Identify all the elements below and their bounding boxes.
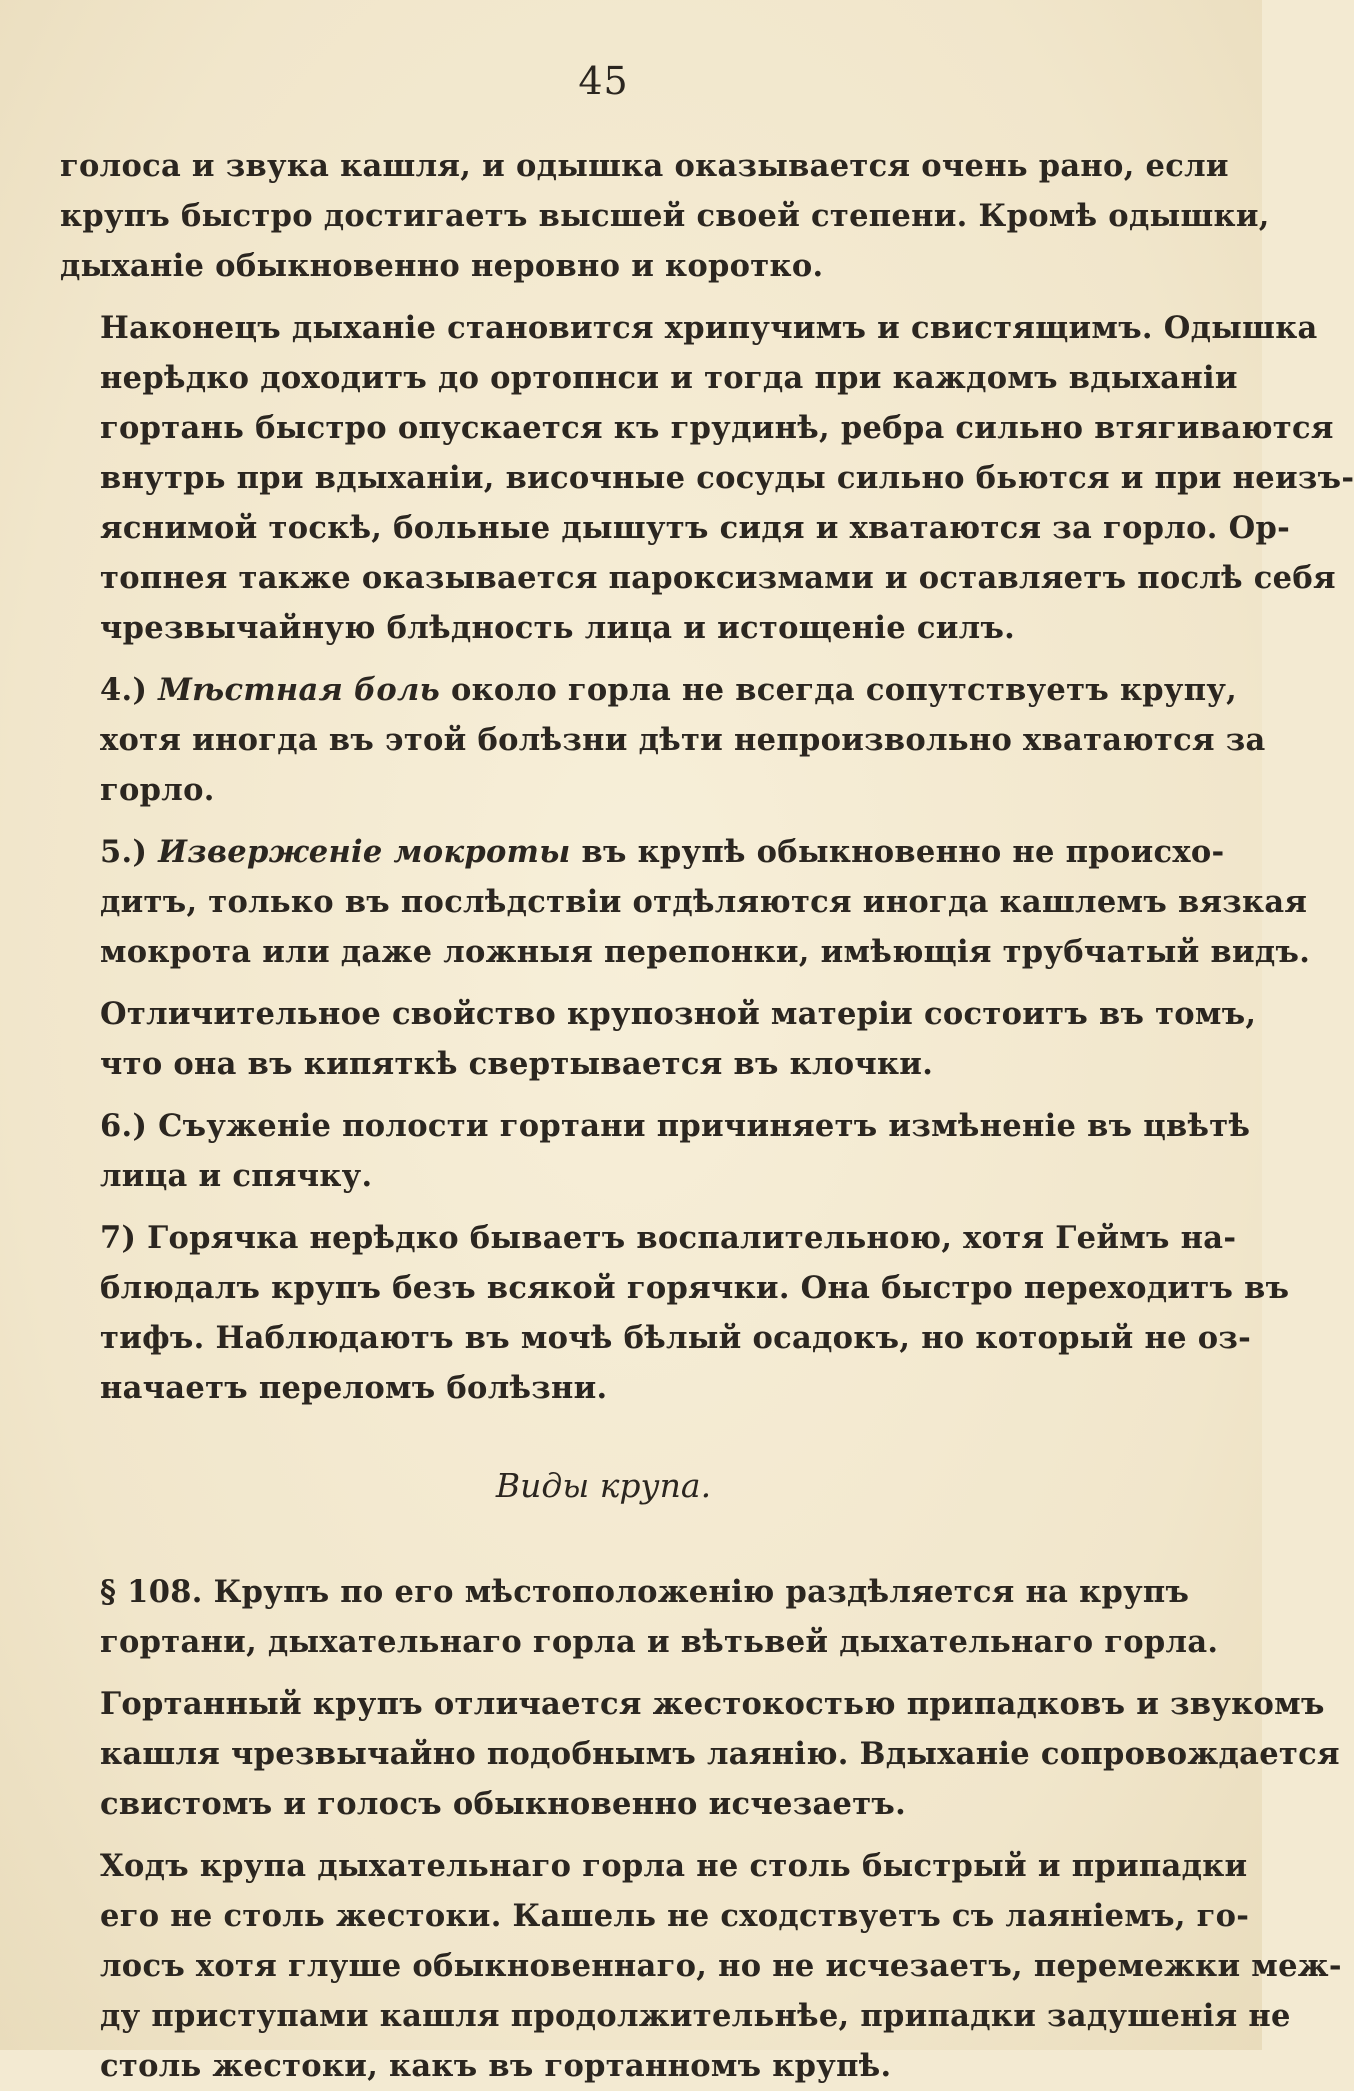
paragraph <box>60 665 1266 815</box>
paragraph <box>60 989 1257 1089</box>
text-line: чрезвычайную блѣдность лица и истощеніе силъ. <box>100 610 1016 646</box>
paragraph <box>60 1101 1251 1201</box>
text-line: гортань быстро опускается къ грудинѣ, ребра сильно втягиваются <box>100 410 1334 446</box>
text-line: Наконецъ дыханіе становится хрипучимъ и свистящимъ. Одышка <box>100 310 1318 346</box>
section-heading: Виды крупа. <box>495 1466 712 1505</box>
text-line: лосъ хотя глуше обыкновеннаго, но не исчезаетъ, перемежки меж- <box>100 1948 1342 1984</box>
text-line: нерѣдко доходитъ до ортопнси и тогда при каждомъ вдыханіи <box>100 360 1238 396</box>
italic-term: Изверженіе мокроты <box>158 834 571 870</box>
text-line: ду приступами кашля продолжительнѣе, припадки задушенія не <box>100 1998 1291 2034</box>
text-line: что она въ кипяткѣ свертывается въ клочки. <box>100 1046 934 1082</box>
paragraph <box>60 141 1270 291</box>
page-number: 45 <box>578 59 629 103</box>
text-line: яснимой тоскѣ, больные дышутъ сидя и хватаются за горло. Ор- <box>100 510 1291 546</box>
text-line: 6.) Съуженіе полости гортани причиняетъ измѣненіе въ цвѣтѣ <box>100 1108 1251 1144</box>
text-line: голоса и звука кашля, и одышка оказывается очень рано, если <box>60 148 1229 184</box>
paragraph <box>60 1567 1219 1667</box>
paragraph <box>60 1679 1340 1829</box>
text-line: топнея также оказывается пароксизмами и оставляетъ послѣ себя <box>100 560 1336 596</box>
text-line: 4.) Мѣстная боль около горла не всегда сопутствуетъ крупу, <box>100 672 1238 708</box>
text-line: Гортанный крупъ отличается жестокостью припадковъ и звукомъ <box>100 1686 1325 1722</box>
text-line: дыханіе обыкновенно неровно и коротко. <box>60 248 824 284</box>
text-line: свистомъ и голосъ обыкновенно исчезаетъ. <box>100 1786 907 1822</box>
text-line: 5.) Изверженіе мокроты въ крупѣ обыкновенно не происхо- <box>100 834 1225 870</box>
paragraph <box>60 303 1354 653</box>
text-line: Ходъ крупа дыхательнаго горла не столь быстрый и припадки <box>100 1848 1248 1884</box>
text-line: Отличительное свойство крупозной матеріи состоитъ въ томъ, <box>100 996 1257 1032</box>
text-line: 7) Горячка нерѣдко бываетъ воспалительною, хотя Геймъ на- <box>100 1220 1237 1256</box>
text-line: дитъ, только въ послѣдствіи отдѣляются иногда кашлемъ вязкая <box>100 884 1308 920</box>
text-line: кашля чрезвычайно подобнымъ лаянію. Вдыханіе сопровождается <box>100 1736 1340 1772</box>
text-line: его не столь жестоки. Кашель не сходствуетъ съ лаяніемъ, го- <box>100 1898 1250 1934</box>
paragraph <box>60 827 1311 977</box>
text-line: § 108. Крупъ по его мѣстоположенію раздѣляется на крупъ <box>100 1574 1190 1610</box>
text-line: тифъ. Наблюдаютъ въ мочѣ бѣлый осадокъ, но который не оз- <box>100 1320 1252 1356</box>
text-line: внутрь при вдыханіи, височные сосуды сильно бьются и при неизъ- <box>100 460 1354 496</box>
text-line: мокрота или даже ложныя перепонки, имѣющія трубчатый видъ. <box>100 934 1311 970</box>
text-line: крупъ быстро достигаетъ высшей своей степени. Кромѣ одышки, <box>60 198 1270 234</box>
text-line: начаетъ переломъ болѣзни. <box>100 1370 608 1406</box>
text-line: горло. <box>100 772 215 808</box>
text-line: блюдалъ крупъ безъ всякой горячки. Она быстро переходитъ въ <box>100 1270 1290 1306</box>
paragraph <box>60 1841 1342 2091</box>
italic-term: Мѣстная боль <box>158 672 441 708</box>
text-line: лица и спячку. <box>100 1158 373 1194</box>
paragraph <box>60 1213 1290 1413</box>
text-line: гортани, дыхательнаго горла и вѣтьвей дыхательнаго горла. <box>100 1624 1219 1660</box>
text-line: столь жестоки, какъ въ гортанномъ крупѣ. <box>100 2048 892 2084</box>
text-line: хотя иногда въ этой болѣзни дѣти непроизвольно хватаются за <box>100 722 1266 758</box>
